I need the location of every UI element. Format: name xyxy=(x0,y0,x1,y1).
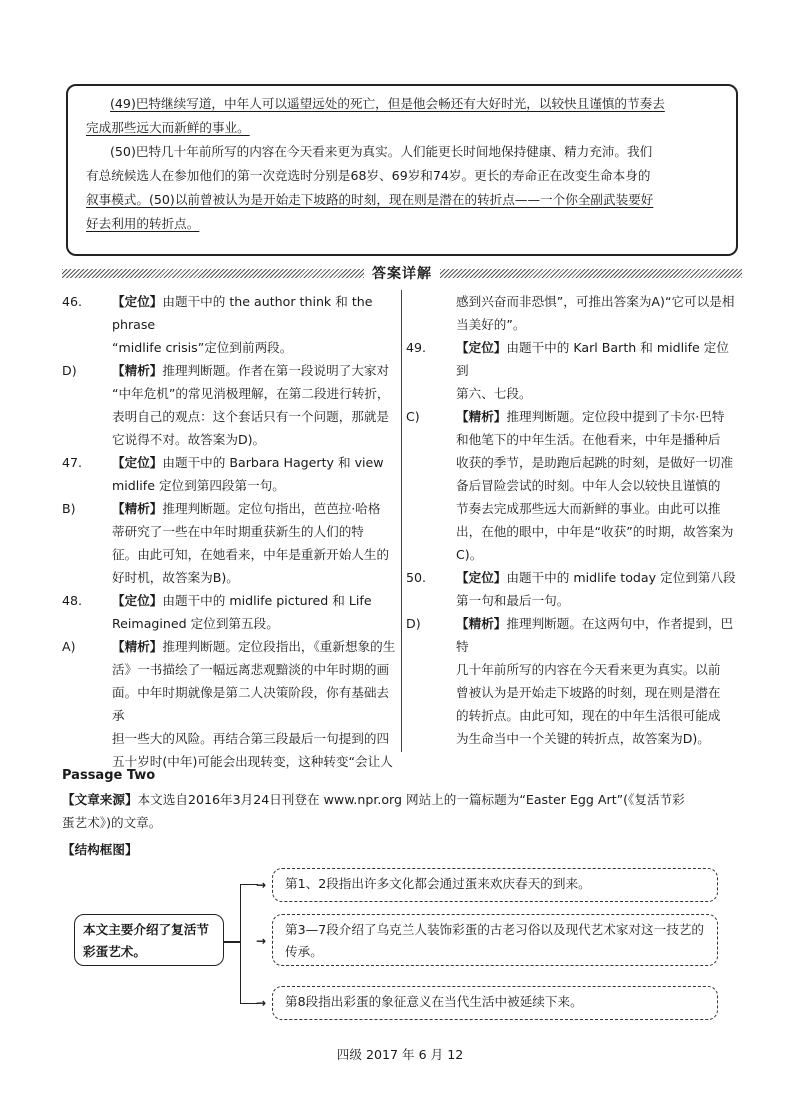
entry-line-text: 由题干中的 the author think 和 the phrase xyxy=(112,294,373,332)
banner-hatch-left xyxy=(62,269,364,278)
entry-line xyxy=(456,612,740,658)
passage-title: Passage Two xyxy=(62,768,156,783)
entry-line xyxy=(112,727,396,750)
entry-tag: 【精析】 xyxy=(456,409,507,424)
answer-entry xyxy=(62,589,396,635)
entry-line xyxy=(112,497,396,520)
answer-entry xyxy=(62,290,396,359)
entry-line xyxy=(456,451,740,474)
entry-text xyxy=(456,612,740,750)
structure-item-1: 第1、2段指出许多文化都会通过蛋来欢庆春天的到来。 xyxy=(272,868,718,902)
entry-line xyxy=(112,635,396,658)
source-line: 本文选自2016年3月24日刊登在 www.npr.org 网站上的一篇标题为“Easter Egg Art”(《复活节彩 xyxy=(137,792,685,807)
entry-tag: 【定位】 xyxy=(456,570,507,585)
entry-line-text: 收获的季节，是助跑后起跳的时刻，是做好一切准 xyxy=(456,455,734,470)
entry-line xyxy=(456,681,740,704)
entry-label: 46. xyxy=(62,294,83,309)
entry-line-text: 五十岁时(中年)可能会出现转变，这种转变“会让人 xyxy=(112,754,393,769)
entry-line xyxy=(456,658,740,681)
entry-label: A) xyxy=(62,639,76,654)
entry-line-text: 它说得不对。故答案为D)。 xyxy=(112,432,266,447)
entry-line xyxy=(456,566,740,589)
structure-block xyxy=(62,838,742,861)
entry-line xyxy=(112,612,396,635)
entry-tag: 【精析】 xyxy=(456,616,507,631)
entry-line-text: 曾被认为是开始走下坡路的时刻，现在则是潜在 xyxy=(456,685,721,700)
passage-title-block xyxy=(62,764,742,787)
entry-line-text: 推理判断题。在这两句中，作者提到，巴特 xyxy=(456,616,734,654)
entry-line xyxy=(112,428,396,451)
arrow-icon: → xyxy=(256,934,267,948)
main-idea-box: 本文主要介绍了复活节彩蛋艺术。 xyxy=(74,914,224,966)
banner-hatch-right xyxy=(440,269,742,278)
entry-line-text: 推理判断题。定位段中提到了卡尔·巴特 xyxy=(506,409,725,424)
translation-line: (49)巴特继续写道，中年人可以遥望远处的死亡，但是他会畅还有大好时光，以较快且谨慎的节奏去 xyxy=(110,96,665,111)
entry-line xyxy=(112,658,396,681)
entry-line xyxy=(112,359,396,382)
entry-line-text: Reimagined 定位到第五段。 xyxy=(112,616,279,631)
translation-line: 完成那些远大而新鲜的事业。 xyxy=(86,120,250,135)
entry-line-text: 几十年前所写的内容在今天看来更为真实。以前 xyxy=(456,662,721,677)
entry-label: D) xyxy=(406,616,421,631)
entry-line-text: 蒂研究了一些在中年时期重获新生的人们的特 xyxy=(112,524,364,539)
entry-tag: 【定位】 xyxy=(112,455,163,470)
structure-item-2: 第3—7段介绍了乌克兰人装饰彩蛋的古老习俗以及现代艺术家对这一技艺的传承。 xyxy=(272,914,718,966)
entry-line-text: 由题干中的 midlife pictured 和 Life xyxy=(162,593,372,608)
entry-tag: 【精析】 xyxy=(112,363,163,378)
answer-entry xyxy=(62,359,396,451)
answer-entry xyxy=(62,635,396,773)
structure-item-3: 第8段指出彩蛋的象征意义在当代生活中被延续下来。 xyxy=(272,986,718,1020)
entry-line-text: 推理判断题。定位句指出，芭芭拉·哈格 xyxy=(162,501,381,516)
answer-entry xyxy=(406,290,740,336)
entry-line-text: 出，在他的眼中，中年是“收获”的时期，故答案为 xyxy=(456,524,734,539)
entry-line-text: 由题干中的 midlife today 定位到第八段 xyxy=(506,570,736,585)
entry-line xyxy=(112,382,396,405)
entry-line xyxy=(112,589,396,612)
source-tag: 【文章来源】 xyxy=(62,792,138,807)
entry-line xyxy=(456,727,740,750)
connector-line xyxy=(224,941,240,943)
entry-line-text: 为生命当中一个关键的转折点，故答案为D)。 xyxy=(456,731,710,746)
arrow-icon: → xyxy=(256,996,267,1010)
translation-line: 叙事模式。(50)以前曾被认为是开始走下坡路的时刻，现在则是潜在的转折点——一个你全副武装要好 xyxy=(86,192,654,207)
entry-line-text: 推理判断题。作者在第一段说明了大家对 xyxy=(162,363,390,378)
entry-line-text: 和他笔下的中年生活。在他看来，中年是播种后 xyxy=(456,432,721,447)
entry-line xyxy=(456,336,740,382)
entry-line xyxy=(456,313,740,336)
entry-label: 50. xyxy=(406,570,427,585)
entry-line-text: midlife 定位到第四段第一句。 xyxy=(112,478,285,493)
entry-line-text: “midlife crisis”定位到前两段。 xyxy=(112,340,293,355)
entry-line xyxy=(456,704,740,727)
entry-tag: 【定位】 xyxy=(112,593,163,608)
entry-text xyxy=(456,405,740,566)
entry-line-text: 好时机，故答案为B)。 xyxy=(112,570,239,585)
entry-line-text: 由题干中的 Karl Barth 和 midlife 定位到 xyxy=(456,340,729,378)
entry-text xyxy=(456,336,740,405)
answer-entry xyxy=(406,612,740,750)
entry-line xyxy=(112,290,396,336)
entry-text xyxy=(456,290,740,336)
entry-line-text: 备后冒险尝试的时刻。中年人会以较快且谨慎的 xyxy=(456,478,721,493)
entry-line xyxy=(456,497,740,520)
column-divider xyxy=(401,290,402,752)
entry-label: D) xyxy=(62,363,77,378)
entry-line-text: 的转折点。由此可知，现在的中年生活很可能成 xyxy=(456,708,721,723)
entry-text xyxy=(112,589,396,635)
source-line: 蛋艺术》)的文章。 xyxy=(62,815,162,830)
entry-tag: 【定位】 xyxy=(456,340,507,355)
entry-line xyxy=(112,566,396,589)
entry-line-text: 面。中年时期就像是第二人决策阶段，你有基础去承 xyxy=(112,685,390,723)
structure-tag: 【结构框图】 xyxy=(62,842,138,857)
entry-line xyxy=(456,543,740,566)
entry-line-text: 推理判断题。定位段指出，《重新想象的生 xyxy=(162,639,396,654)
answer-column-right xyxy=(406,290,740,750)
entry-text xyxy=(112,290,396,359)
entry-line xyxy=(112,336,396,359)
answer-entry xyxy=(62,451,396,497)
entry-line-text: 第六、七段。 xyxy=(456,386,532,401)
translation-line: 好去利用的转折点。 xyxy=(86,216,200,231)
entry-label: 49. xyxy=(406,340,427,355)
section-title: 答案详解 xyxy=(372,266,432,282)
entry-line-text: “中年危机”的常见消极理解，在第二段进行转折， xyxy=(112,386,390,401)
entry-text xyxy=(112,497,396,589)
entry-line-text: C)。 xyxy=(456,547,483,562)
entry-line-text: 第一句和最后一句。 xyxy=(456,593,570,608)
entry-line xyxy=(456,290,740,313)
answer-entry xyxy=(406,405,740,566)
source-block xyxy=(62,788,742,834)
entry-line-text: 由题干中的 Barbara Hagerty 和 view xyxy=(162,455,384,470)
entry-line-text: 感到兴奋而非恐惧”，可推出答案为A)“它可以是相 xyxy=(456,294,735,309)
entry-line xyxy=(456,382,740,405)
entry-line xyxy=(456,405,740,428)
entry-line-text: 活》一书描绘了一幅远离悲观黯淡的中年时期的画 xyxy=(112,662,390,677)
entry-line xyxy=(456,589,740,612)
entry-text xyxy=(112,359,396,451)
answer-entry xyxy=(406,566,740,612)
entry-line xyxy=(456,520,740,543)
section-banner xyxy=(62,266,742,280)
answer-column-left xyxy=(62,290,396,773)
entry-text xyxy=(112,635,396,773)
entry-line-text: 当美好的”。 xyxy=(456,317,526,332)
entry-line-text: 节奏去完成那些远大而新鲜的事业。由此可以推 xyxy=(456,501,721,516)
entry-line xyxy=(456,474,740,497)
entry-label: B) xyxy=(62,501,76,516)
entry-text xyxy=(456,566,740,612)
entry-line xyxy=(112,451,396,474)
entry-label: C) xyxy=(406,409,420,424)
entry-line-text: 表明自己的观点：这个套话只有一个问题，那就是 xyxy=(112,409,390,424)
entry-line xyxy=(112,405,396,428)
answer-entry xyxy=(406,336,740,405)
entry-line xyxy=(112,543,396,566)
entry-label: 48. xyxy=(62,593,83,608)
entry-tag: 【定位】 xyxy=(112,294,163,309)
arrow-icon: → xyxy=(256,878,267,892)
entry-label: 47. xyxy=(62,455,83,470)
translation-line: (50)巴特几十年前所写的内容在今天看来更为真实。人们能更长时间地保持健康、精力充沛。我们 xyxy=(110,144,653,159)
translation-line: 有总统候选人在参加他们的第一次竞选时分别是68岁、69岁和74岁。更长的寿命正在改变生命本身的 xyxy=(86,168,651,183)
page-footer: 四级 2017 年 6 月 12 xyxy=(336,1047,464,1062)
entry-tag: 【精析】 xyxy=(112,501,163,516)
translation-box xyxy=(66,84,738,256)
entry-line xyxy=(112,520,396,543)
entry-label xyxy=(406,290,456,336)
entry-line xyxy=(112,474,396,497)
entry-line-text: 征。由此可知，在她看来，中年是重新开始人生的 xyxy=(112,547,390,562)
entry-tag: 【精析】 xyxy=(112,639,163,654)
entry-line-text: 担一些大的风险。再结合第三段最后一句提到的四 xyxy=(112,731,390,746)
answer-entry xyxy=(62,497,396,589)
entry-line xyxy=(112,681,396,727)
entry-text xyxy=(112,451,396,497)
entry-line xyxy=(456,428,740,451)
